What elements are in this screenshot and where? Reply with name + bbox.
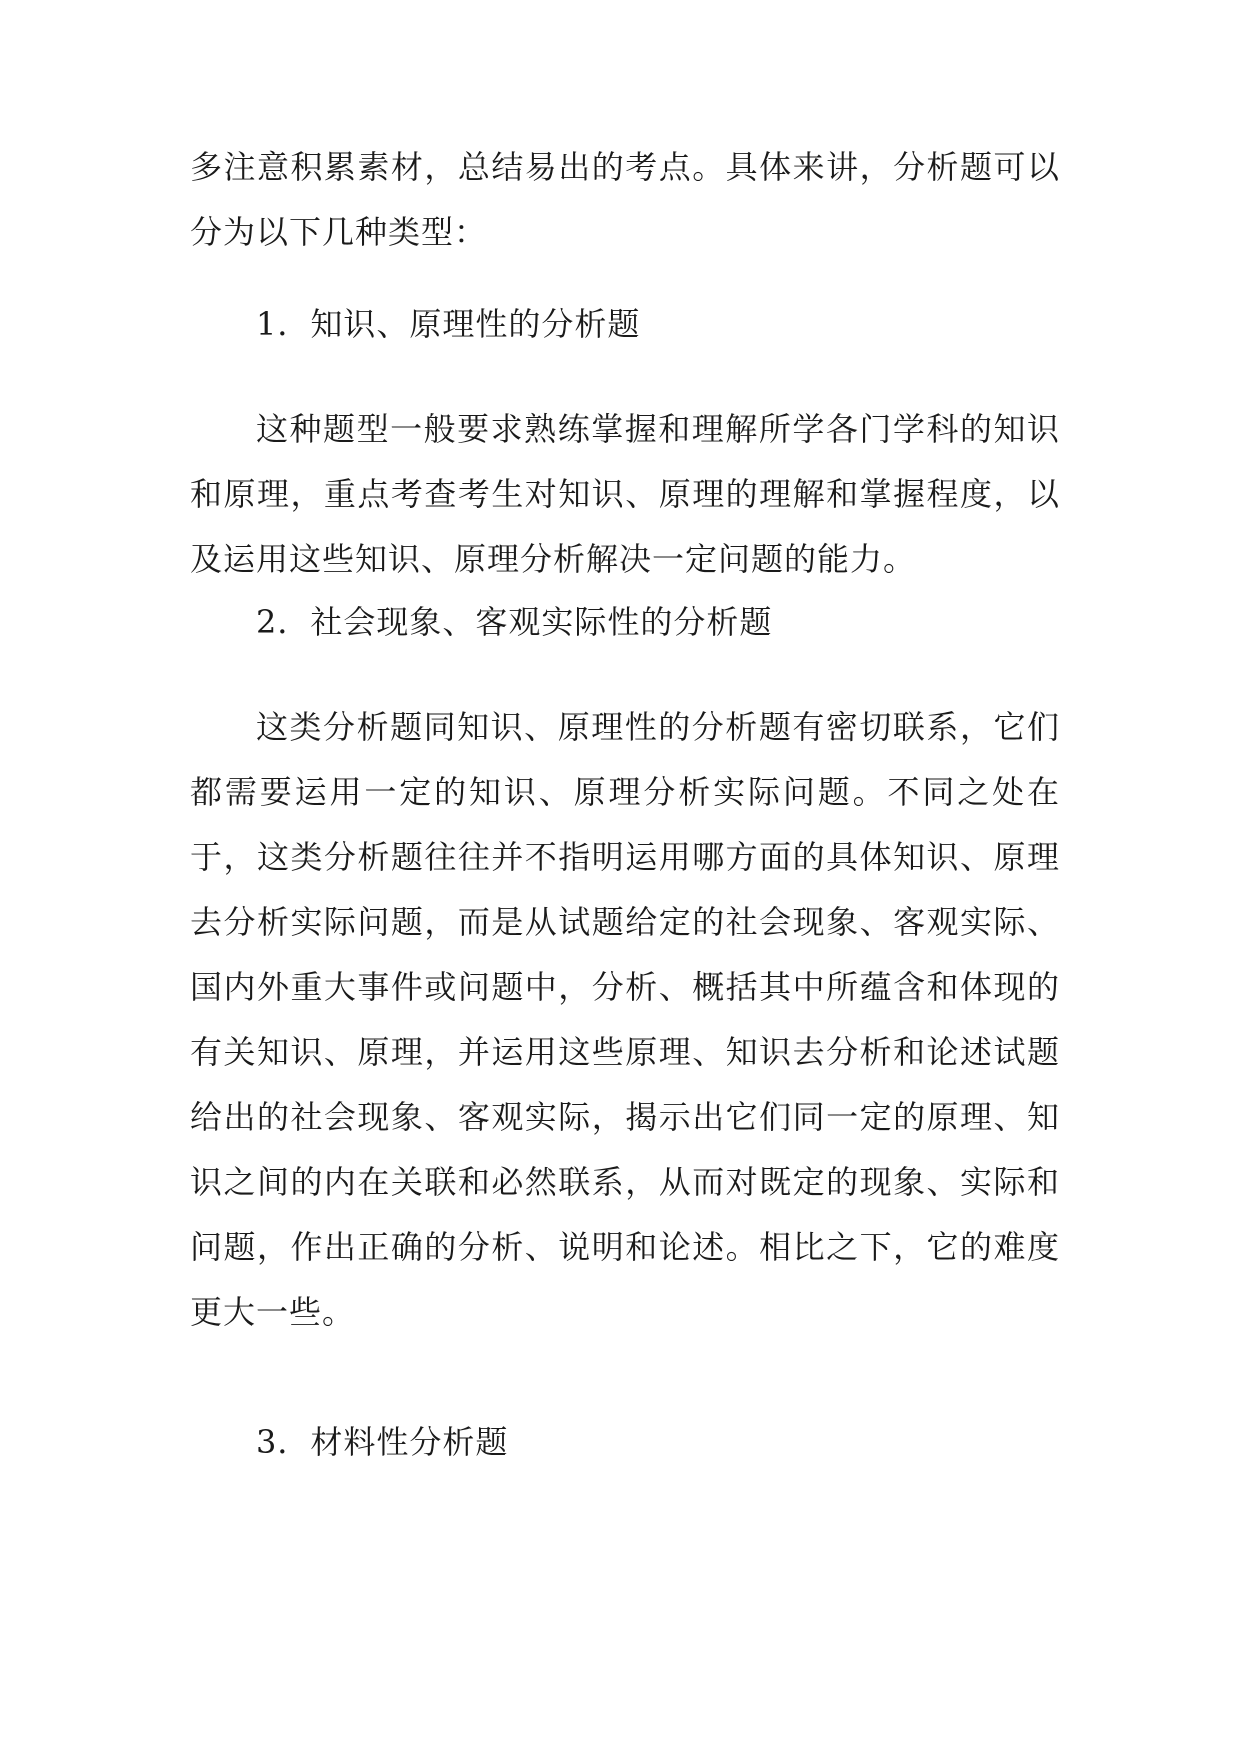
section-heading-2: 2．社会现象、客观实际性的分析题 <box>256 603 773 641</box>
intro-paragraph: 多注意积累素材，总结易出的考点。具体来讲，分析题可以分为以下几种类型： <box>190 148 1060 251</box>
section-2-paragraph: 这类分析题同知识、原理性的分析题有密切联系，它们都需要运用一定的知识、原理分析实际问题。不同之处在于，这类分析题往往并不指明运用哪方面的具体知识、原理去分析实际问题，而是从试题给定的社会现象、客观实际、国内外重大事件或问题中，分析、概括其中所蕴含和体现的有关知识、原理，并运用这些原理、知识去分析和论述试题给出的社会现象、客观实际，揭示出它们同一定的原理、知识之间的内在关联和必然联系，从而对既定的现象、实际和问题，作出正确的分析、说明和论述。相比之下，它的难度更大一些。 <box>190 708 1060 1331</box>
section-1-paragraph: 这种题型一般要求熟练掌握和理解所学各门学科的知识和原理，重点考查考生对知识、原理的理解和掌握程度，以及运用这些知识、原理分析解决一定问题的能力。 <box>190 410 1060 578</box>
section-heading-1: 1．知识、原理性的分析题 <box>256 305 641 343</box>
section-heading-3: 3．材料性分析题 <box>256 1423 509 1461</box>
